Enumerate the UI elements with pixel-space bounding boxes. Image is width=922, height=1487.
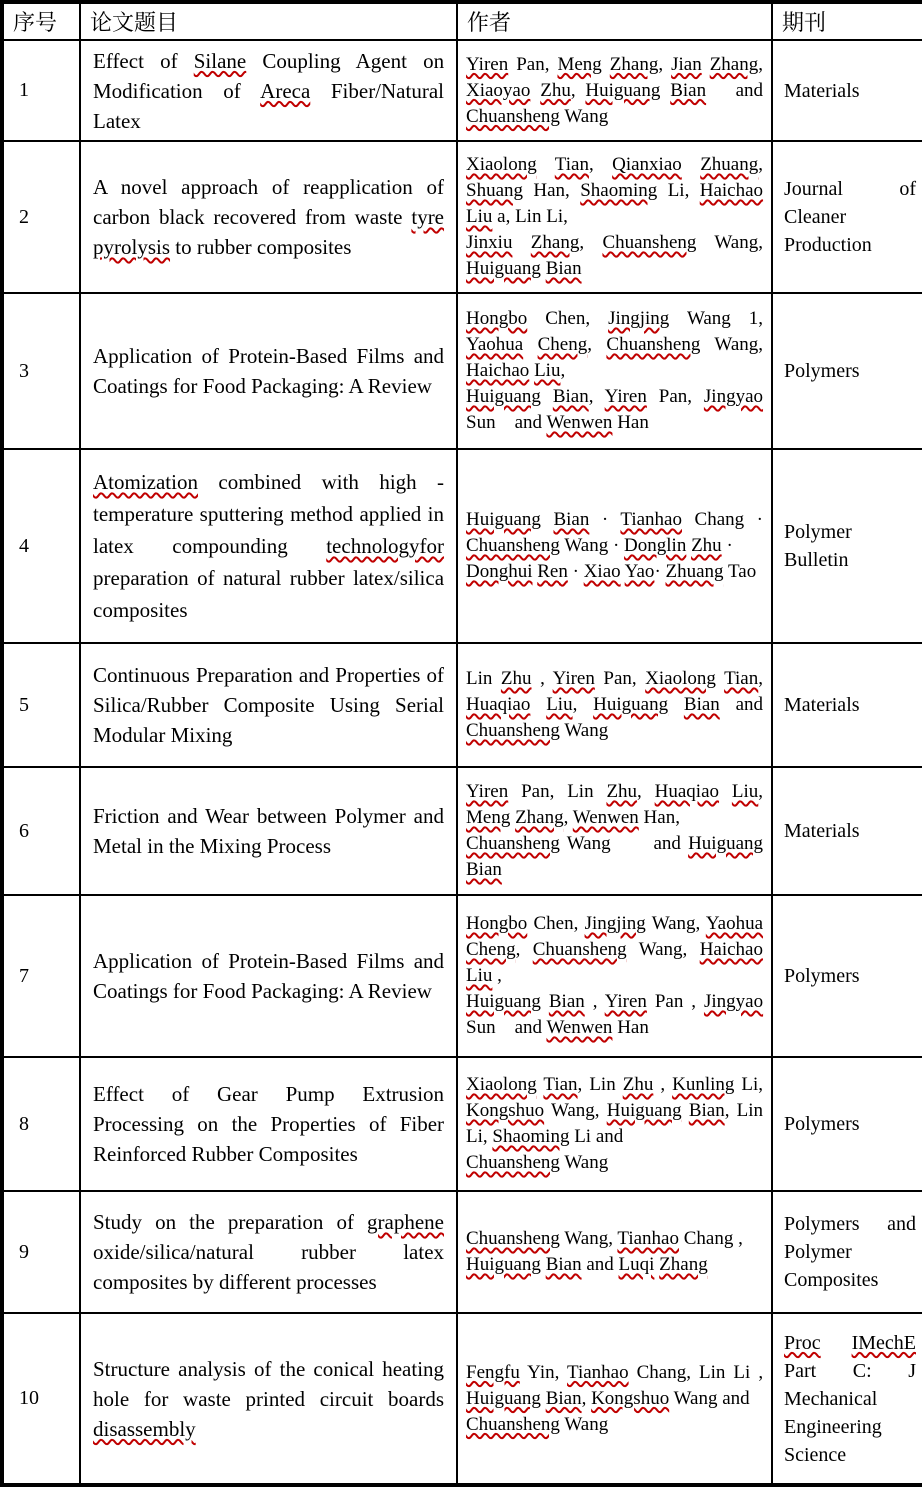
misspelled-word: Liu	[731, 781, 759, 802]
misspelled-word: Hongbo	[466, 913, 528, 934]
paper-journal-cell	[772, 767, 922, 895]
misspelled-word: Huiguang	[593, 694, 669, 715]
misspelled-word: Yaohua	[466, 334, 524, 355]
misspelled-word: Liu	[534, 360, 561, 381]
misspelled-word: tyre	[411, 205, 445, 229]
text-paragraph: Continuous Preparation and Properties of Silica/Rubber Composite Using Serial Modular Mixing	[93, 663, 445, 747]
misspelled-word: Liu	[466, 965, 493, 986]
misspelled-word: Chuansheng	[466, 1413, 560, 1435]
paper-title-cell	[80, 643, 457, 767]
misspelled-word: Xiaolong	[645, 668, 716, 689]
misspelled-word: Shaoming	[492, 1126, 570, 1147]
misspelled-word: Liu	[546, 694, 573, 715]
misspelled-word: Zhu	[622, 1074, 654, 1095]
misspelled-word: Wenwen	[572, 807, 639, 828]
misspelled-word: Zhu	[606, 781, 638, 802]
misspelled-word: Jingyao	[703, 386, 764, 407]
misspelled-word: Huiguang	[466, 258, 541, 279]
text-paragraph: Fengfu Yin, Tianhao Chang, Lin Li , Huiguang Bian, Kongshuo Wang and	[466, 1361, 764, 1409]
misspelled-word: Yiren	[552, 668, 595, 689]
text-paragraph: Yiren Pan, Lin Zhu, Huaqiao Liu, Meng Zhang, Wenwen Han,	[466, 781, 764, 828]
table-body	[2, 40, 922, 1485]
misspelled-word: Huiguang	[466, 509, 541, 530]
misspelled-word: Zhu	[691, 535, 722, 556]
paper-title-cell	[80, 40, 457, 141]
misspelled-word: graphene	[367, 1210, 444, 1234]
misspelled-word: Proc	[784, 1331, 821, 1354]
misspelled-word: Zhang	[709, 53, 759, 75]
misspelled-word: pyrolysis	[93, 235, 171, 259]
misspelled-word: Chuansheng	[602, 232, 697, 253]
misspelled-word: Huiguang	[585, 79, 661, 101]
table-row	[2, 1057, 922, 1191]
paper-journal-cell	[772, 643, 922, 767]
paper-journal-cell	[772, 1313, 922, 1485]
row-number-cell: 8	[2, 1057, 80, 1191]
text-paragraph: Hongbo Chen, Jingjing Wang 1, Yaohua Cheng, Chuansheng Wang, Haichao Liu,	[466, 308, 764, 381]
misspelled-word: Shuang	[466, 180, 523, 201]
misspelled-word: Hongbo	[466, 308, 528, 329]
misspelled-word: Xiao	[583, 561, 621, 582]
text-paragraph: Hongbo Chen, Jingjing Wang, Yaohua Cheng, Chuansheng Wang, Haichao Liu ,	[466, 913, 764, 986]
table-row	[2, 1313, 922, 1485]
text-paragraph: Polymers and Polymer Composites	[784, 1213, 916, 1291]
misspelled-word: Haichao	[466, 360, 530, 381]
misspelled-word: technologyfor	[326, 534, 445, 558]
misspelled-word: Zhuang	[665, 561, 724, 582]
paper-authors-cell	[457, 643, 772, 767]
misspelled-word: Tian	[724, 668, 759, 689]
text-paragraph: A novel approach of reapplication of carbon black recovered from waste tyre pyrolysis to rubber composites	[93, 175, 445, 259]
misspelled-word: Zhu	[500, 668, 532, 689]
misspelled-word: Huaqiao	[654, 781, 720, 802]
misspelled-word: Chuansheng	[466, 1152, 560, 1173]
column-header-authors: 作者	[457, 2, 772, 40]
misspelled-word: Bian	[545, 1387, 582, 1409]
paper-journal-cell	[772, 895, 922, 1057]
paper-authors-cell	[457, 1191, 772, 1313]
paper-title-cell	[80, 1191, 457, 1313]
text-paragraph: Huiguang Bian , Yiren Pan , Jingyao Sun and Wenwen Han	[466, 991, 764, 1038]
row-number-cell: 3	[2, 293, 80, 449]
misspelled-word: Yao	[624, 561, 655, 582]
misspelled-word: Huiguang	[606, 1100, 682, 1121]
misspelled-word: Donglin	[624, 535, 687, 556]
misspelled-word: Cheng	[466, 939, 516, 960]
text-paragraph: Polymers	[784, 1113, 860, 1135]
misspelled-word: Yaohua	[705, 913, 764, 934]
misspelled-word: Wenwen	[546, 412, 613, 433]
misspelled-word: Kongshuo	[591, 1387, 670, 1409]
paper-title-cell	[80, 1313, 457, 1485]
misspelled-word: Jian	[671, 53, 702, 75]
misspelled-word: Zhang	[515, 807, 564, 828]
column-header-journal: 期刊	[772, 2, 922, 40]
header-row	[2, 2, 922, 40]
paper-authors-cell	[457, 141, 772, 293]
misspelled-word: Donghui	[466, 561, 533, 582]
paper-title-cell	[80, 449, 457, 643]
text-paragraph: Huiguang Bian and Luqi Zhang	[466, 1254, 708, 1275]
misspelled-word: Yiren	[604, 386, 647, 407]
misspelled-word: Yiren	[466, 781, 509, 802]
misspelled-word: Atomization	[93, 470, 198, 494]
misspelled-word: Yiren	[466, 53, 509, 75]
misspelled-word: Fengfu	[466, 1361, 520, 1383]
misspelled-word: Bian	[545, 1254, 582, 1275]
misspelled-word: Tianhao	[617, 1228, 679, 1249]
misspelled-word: Xiaolong	[466, 1074, 537, 1095]
misspelled-word: Cheng	[537, 334, 588, 355]
misspelled-word: Zhang	[659, 1254, 708, 1275]
text-paragraph: Materials	[784, 820, 860, 842]
table-row	[2, 141, 922, 293]
text-paragraph: Friction and Wear between Polymer and Metal in the Mixing Process	[93, 804, 444, 858]
row-number-cell: 6	[2, 767, 80, 895]
text-paragraph: Proc IMechE Part C: J Mechanical Engineering Science	[784, 1331, 917, 1466]
paper-journal-cell	[772, 1057, 922, 1191]
misspelled-word: Bian	[466, 859, 502, 880]
misspelled-word: Bian	[548, 991, 585, 1012]
row-number-cell: 2	[2, 141, 80, 293]
misspelled-word: Silane	[193, 48, 247, 73]
table-row	[2, 449, 922, 643]
misspelled-word: Huiguang	[466, 1387, 541, 1409]
misspelled-word: Shaoming	[580, 180, 658, 201]
misspelled-word: Bian	[552, 386, 589, 407]
text-paragraph: Chuansheng Wang	[466, 1413, 609, 1435]
text-paragraph: Chuansheng Wang and Huiguang Bian	[466, 833, 764, 880]
column-header-title: 论文题目	[80, 2, 457, 40]
text-paragraph: Application of Protein-Based Films and Coatings for Food Packaging: A Review	[93, 949, 445, 1003]
misspelled-word: Bian	[553, 509, 590, 530]
text-paragraph: Huiguang Bian · Tianhao Chang · Chuansheng Wang · Donglin Zhu ·	[466, 509, 763, 556]
text-paragraph: Study on the preparation of graphene oxide/silica/natural rubber latex composites by different processes	[93, 1210, 445, 1294]
text-paragraph: Materials	[784, 79, 860, 102]
misspelled-word: Ren	[537, 561, 568, 582]
table-row	[2, 40, 922, 141]
text-paragraph: Materials	[784, 694, 860, 716]
text-paragraph: Polymers	[784, 965, 860, 987]
text-paragraph: Jinxiu Zhang, Chuansheng Wang, Huiguang Bian	[466, 232, 763, 279]
row-number-cell: 7	[2, 895, 80, 1057]
row-number-cell: 9	[2, 1191, 80, 1313]
table-row	[2, 767, 922, 895]
misspelled-word: Zhu	[540, 79, 571, 101]
misspelled-word: Zhuang	[700, 154, 759, 175]
text-paragraph: Yiren Pan, Meng Zhang, Jian Zhang, Xiaoyao Zhu, Huiguang Bian and Chuansheng Wang	[466, 53, 764, 127]
row-number-cell: 1	[2, 40, 80, 141]
misspelled-word: Tian	[554, 154, 589, 175]
misspelled-word: Jingjing	[584, 913, 646, 934]
row-number-cell: 5	[2, 643, 80, 767]
misspelled-word: Huiguang	[466, 386, 541, 407]
misspelled-word: Xiaoyao	[466, 79, 531, 101]
paper-authors-cell	[457, 293, 772, 449]
misspelled-word: Haichao	[699, 939, 763, 960]
misspelled-word: Huiguang	[466, 1254, 541, 1275]
paper-authors-cell	[457, 449, 772, 643]
misspelled-word: Xiaolong	[466, 154, 537, 175]
paper-authors-cell	[457, 895, 772, 1057]
misspelled-word: Zhang	[609, 53, 659, 75]
misspelled-word: Chuansheng	[532, 939, 627, 960]
misspelled-word: Bian	[688, 1100, 725, 1121]
text-paragraph: Effect of Gear Pump Extrusion Processing on the Properties of Fiber Reinforced Rubber Composites	[93, 1082, 445, 1166]
paper-journal-cell	[772, 293, 922, 449]
text-paragraph: Effect of Silane Coupling Agent on Modification of Areca Fiber/Natural Latex	[93, 48, 445, 133]
misspelled-word: Luqi	[618, 1254, 655, 1275]
paper-authors-cell	[457, 40, 772, 141]
paper-authors-cell	[457, 1313, 772, 1485]
text-paragraph: Chuansheng Wang, Tianhao Chang ,	[466, 1228, 743, 1249]
paper-journal-cell	[772, 1191, 922, 1313]
misspelled-word: Bian	[683, 694, 720, 715]
column-header-index: 序号	[2, 2, 80, 40]
text-paragraph: Polymers	[784, 360, 860, 382]
misspelled-word: Tianhao	[620, 509, 682, 530]
misspelled-word: Haichao	[699, 180, 764, 201]
paper-title-cell	[80, 767, 457, 895]
misspelled-word: Chuansheng	[466, 105, 560, 127]
misspelled-word: Bian	[670, 79, 707, 101]
misspelled-word: Areca	[260, 78, 311, 103]
text-paragraph: Xiaolong Tian, Lin Zhu , Kunling Li, Kongshuo Wang, Huiguang Bian, Lin Li, Shaoming Li and	[466, 1074, 764, 1147]
text-paragraph: Chuansheng Wang	[466, 1152, 609, 1173]
paper-title-cell	[80, 141, 457, 293]
misspelled-word: Liu	[466, 206, 493, 227]
misspelled-word: Chuansheng	[466, 720, 560, 741]
text-paragraph: Xiaolong Tian, Qianxiao Zhuang, Shuang Han, Shaoming Li, Haichao Liu a, Lin Li,	[466, 154, 764, 227]
text-paragraph: Application of Protein-Based Films and Coatings for Food Packaging: A Review	[93, 344, 445, 398]
misspelled-word: Huiguang	[688, 833, 764, 854]
misspelled-word: Meng	[466, 807, 511, 828]
misspelled-word: Jingyao	[703, 991, 764, 1012]
misspelled-word: disassembly	[93, 1416, 196, 1441]
table-row	[2, 293, 922, 449]
misspelled-word: Tianhao	[567, 1361, 629, 1383]
misspelled-word: Yiren	[604, 991, 647, 1012]
misspelled-word: Zhang	[530, 232, 580, 253]
row-number-cell: 4	[2, 449, 80, 643]
misspelled-word: Huiguang	[466, 991, 541, 1012]
misspelled-word: Tian	[543, 1074, 578, 1095]
paper-journal-cell	[772, 141, 922, 293]
misspelled-word: Chuansheng	[466, 535, 560, 556]
table-row	[2, 1191, 922, 1313]
misspelled-word: Kunling	[672, 1074, 735, 1095]
text-paragraph: Huiguang Bian, Yiren Pan, Jingyao Sun and Wenwen Han	[466, 386, 764, 433]
paper-journal-cell	[772, 40, 922, 141]
text-paragraph: Atomization combined with high - temperature sputtering method applied in latex compounding technologyfor preparation of natural rubber latex/silica composites	[93, 470, 445, 622]
misspelled-word: Chuansheng	[466, 833, 560, 854]
misspelled-word: Meng	[557, 53, 602, 75]
misspelled-word: Jinxiu	[466, 232, 513, 253]
text-paragraph: Polymer Bulletin	[784, 521, 852, 571]
paper-title-cell	[80, 1057, 457, 1191]
misspelled-word: Huaqiao	[466, 694, 531, 715]
paper-title-cell	[80, 895, 457, 1057]
paper-authors-cell	[457, 1057, 772, 1191]
text-paragraph: Lin Zhu , Yiren Pan, Xiaolong Tian, Huaqiao Liu, Huiguang Bian and Chuansheng Wang	[466, 668, 764, 741]
table-row	[2, 895, 922, 1057]
paper-title-cell	[80, 293, 457, 449]
misspelled-word: Chuansheng	[466, 1228, 560, 1249]
misspelled-word: Bian	[545, 258, 582, 279]
misspelled-word: Wenwen	[546, 1017, 613, 1038]
misspelled-word: Kongshuo	[466, 1100, 545, 1121]
text-paragraph: Journal of Cleaner Production	[784, 178, 916, 256]
misspelled-word: Qianxiao	[612, 154, 682, 175]
misspelled-word: Jingjing	[608, 308, 670, 329]
paper-journal-cell	[772, 449, 922, 643]
misspelled-word: Chuansheng	[606, 334, 701, 355]
row-number-cell: 10	[2, 1313, 80, 1485]
table-row	[2, 643, 922, 767]
text-paragraph: Donghui Ren · Xiao Yao· Zhuang Tao	[466, 561, 757, 582]
paper-authors-cell	[457, 767, 772, 895]
text-paragraph: Structure analysis of the conical heating hole for waste printed circuit boards disassembly	[93, 1356, 445, 1441]
misspelled-word: IMechE	[851, 1331, 916, 1354]
